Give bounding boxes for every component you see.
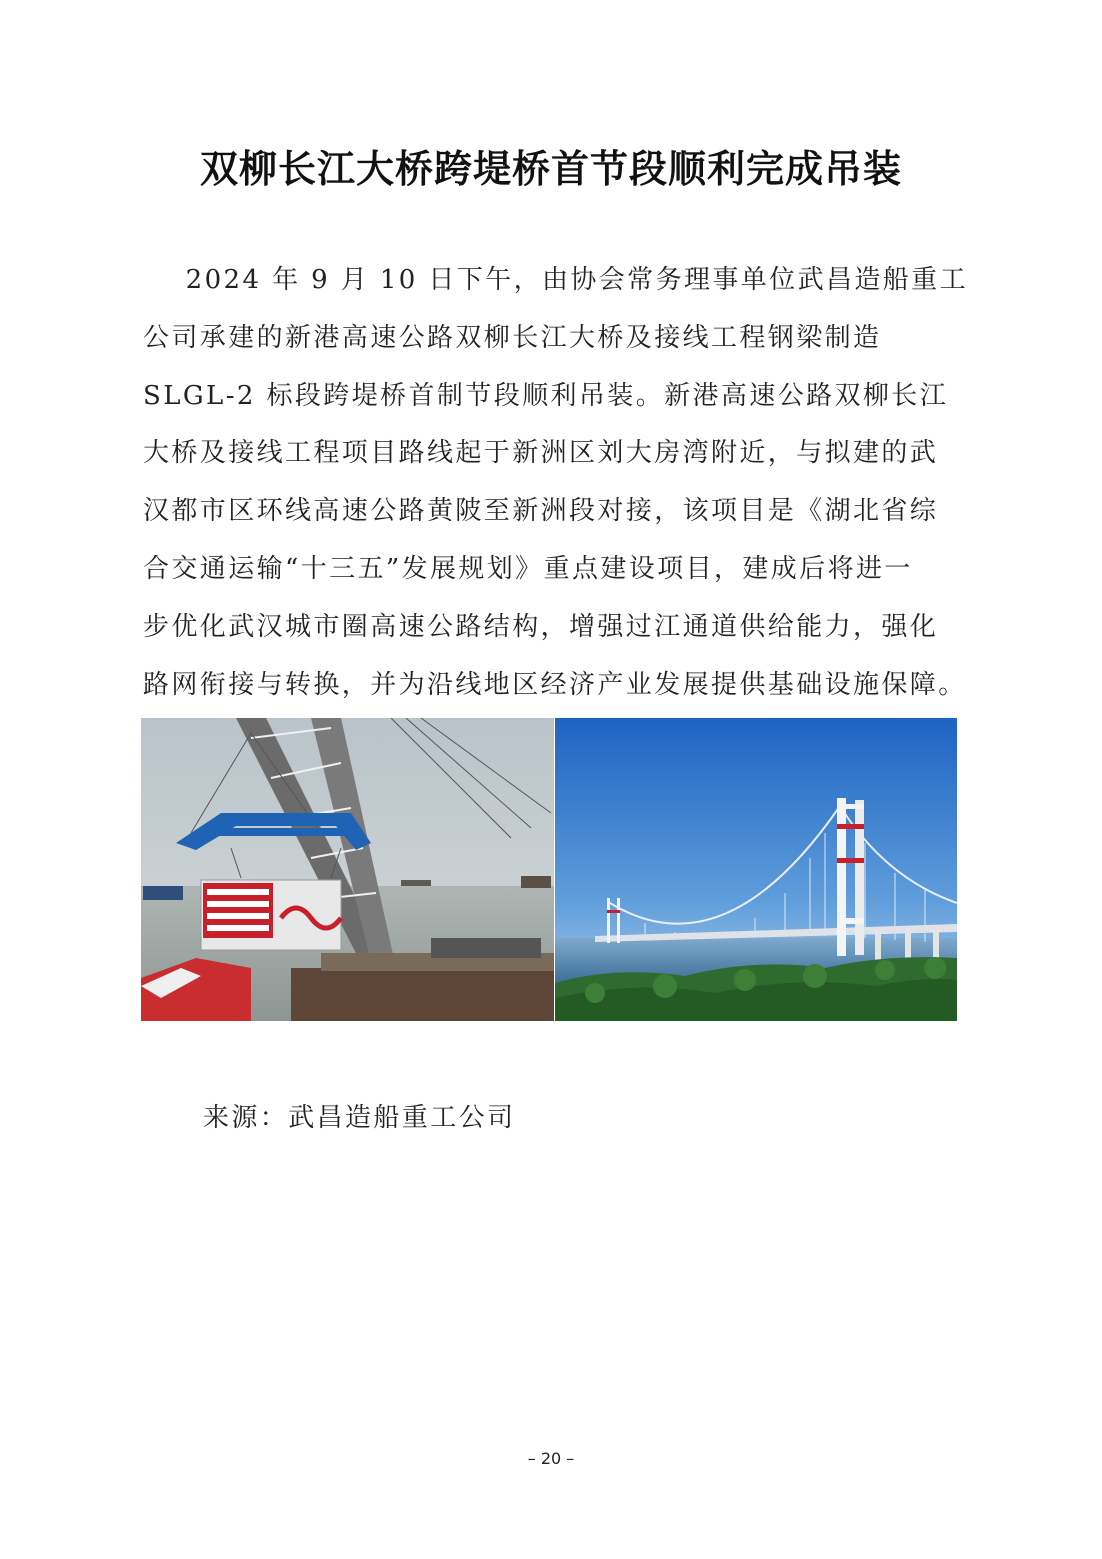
bridge-rendering-photo (555, 718, 957, 1021)
article-paragraph (143, 252, 968, 714)
paragraph-line: 2024 年 9 月 10 日下午，由协会常务理事单位武昌造船重工 (143, 265, 968, 295)
paragraph-line: 大桥及接线工程项目路线起于新洲区刘大房湾附近，与拟建的武 (143, 438, 939, 469)
paragraph-line: 步优化武汉城市圈高速公路结构，增强过江通道供给能力，强化 (143, 611, 939, 642)
photo-row (141, 718, 957, 1021)
source-credit: 来源：武昌造船重工公司 (203, 1103, 516, 1133)
paragraph-line: 公司承建的新港高速公路双柳长江大桥及接线工程钢梁制造 (143, 322, 882, 353)
page-title: 双柳长江大桥跨堤桥首节段顺利完成吊装 (199, 147, 902, 191)
paragraph-line: 合交通运输“十三五”发展规划》重点建设项目，建成后将进一 (143, 553, 913, 584)
paragraph-line: SLGL-2 标段跨堤桥首制节段顺利吊装。新港高速公路双柳长江 (143, 380, 949, 411)
paragraph-line: 汉都市区环线高速公路黄陂至新洲段对接，该项目是《湖北省综 (143, 496, 939, 527)
page-number: – 20 – (527, 1449, 575, 1468)
crane-lifting-photo (141, 718, 554, 1021)
paragraph-line: 路网衔接与转换，并为沿线地区经济产业发展提供基础设施保障。 (143, 669, 967, 700)
